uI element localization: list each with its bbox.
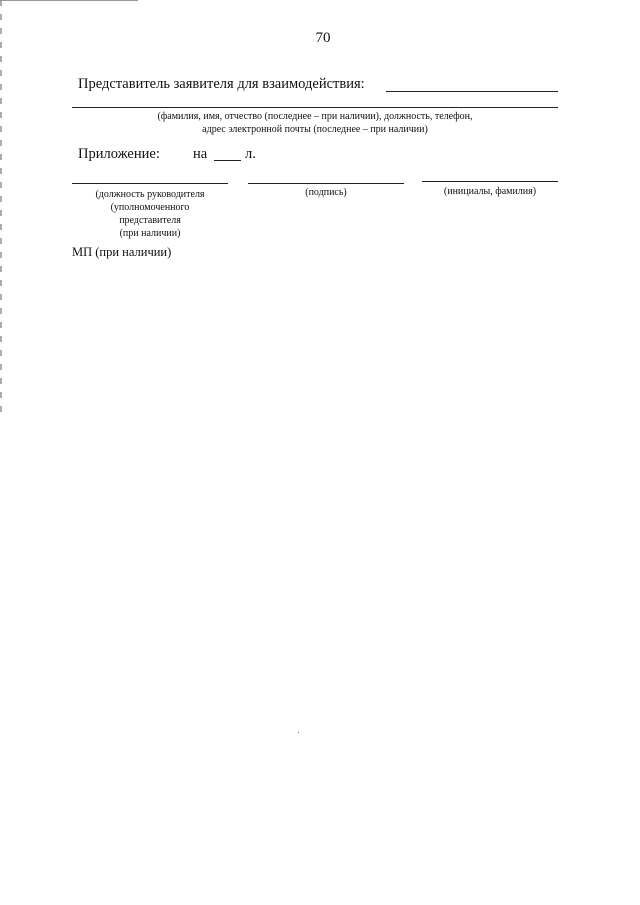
signature-line: [248, 183, 404, 184]
scan-speck: [298, 732, 299, 733]
position-caption: [72, 188, 228, 240]
attachment-suffix: л.: [245, 146, 256, 162]
page-number: 70: [315, 30, 331, 46]
name-signature-line: [422, 181, 558, 182]
representative-hint-line: (фамилия, имя, отчество (последнее – при наличии), должность, телефон,: [157, 111, 473, 122]
representative-hint: [72, 110, 558, 136]
signature-caption: (подпись): [305, 187, 347, 198]
attachment-prefix: на: [193, 146, 208, 162]
scan-binding-mark: [0, 0, 2, 420]
stamp-note: МП (при наличии): [72, 245, 172, 259]
representative-fill-line: [386, 91, 558, 92]
attachment-pages-blank: [214, 160, 241, 161]
representative-label: Представитель заявителя для взаимодействия:: [78, 76, 365, 92]
position-caption-line: (должность руководителя: [95, 189, 205, 200]
representative-hint-line: адрес электронной почты (последнее – при наличии): [202, 124, 428, 135]
position-caption-line: (уполномоченного: [110, 202, 190, 213]
position-signature-line: [72, 183, 228, 184]
attachment-label: Приложение:: [78, 146, 160, 162]
name-caption: (инициалы, фамилия): [443, 186, 537, 197]
scan-edge-mark: [0, 0, 138, 1]
position-caption-line: (при наличии): [119, 228, 181, 239]
position-caption-line: представителя: [119, 215, 181, 226]
representative-full-line: [72, 107, 558, 108]
